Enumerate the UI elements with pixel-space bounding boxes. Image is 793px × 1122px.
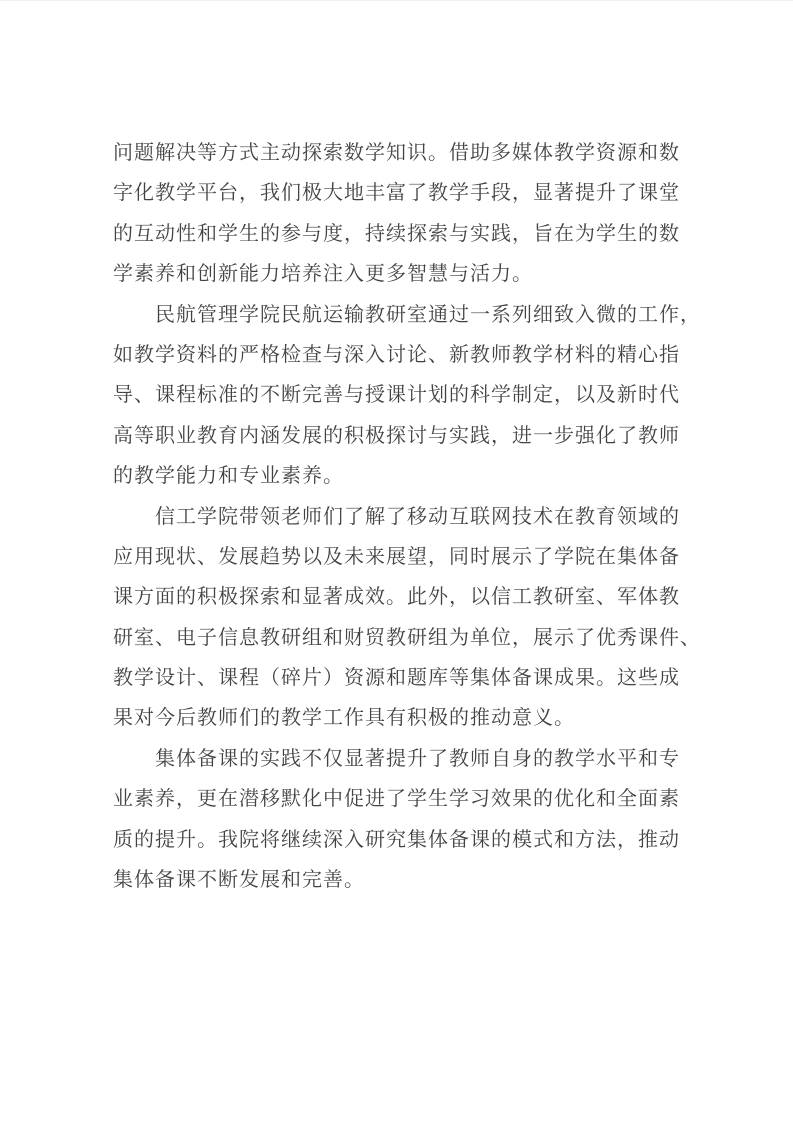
text-line: 质的提升。我院将继续深入研究集体备课的模式和方法，推动 bbox=[113, 828, 680, 851]
page-top-edge bbox=[0, 0, 793, 1]
text-line: 高等职业教育内涵发展的积极探讨与实践，进一步强化了教师 bbox=[113, 424, 680, 447]
text-line: 的教学能力和专业素养。 bbox=[113, 465, 344, 488]
text-line: 如教学资料的严格检查与深入讨论、新教师教学材料的精心指 bbox=[113, 343, 680, 366]
text-line: 课方面的积极探索和显著成效。此外，以信工教研室、军体教 bbox=[113, 586, 680, 609]
text-line: 集体备课不断发展和完善。 bbox=[113, 869, 365, 892]
text-line: 问题解决等方式主动探索数学知识。借助多媒体教学资源和数 bbox=[113, 142, 680, 164]
text-line: 信工学院带领老师们了解了移动互联网技术在教育领域的 bbox=[155, 505, 680, 528]
text-line: 民航管理学院民航运输教研室通过一系列细致入微的工作， bbox=[155, 303, 701, 326]
text-line: 导、课程标准的不断完善与授课计划的科学制定，以及新时代 bbox=[113, 384, 680, 407]
text-line: 字化教学平台，我们极大地丰富了教学手段，显著提升了课堂 bbox=[113, 182, 680, 205]
paragraph bbox=[113, 295, 701, 497]
text-line: 的互动性和学生的参与度，持续探索与实践，旨在为学生的数 bbox=[113, 222, 680, 245]
document-text-block bbox=[113, 133, 701, 900]
text-line: 果对今后教师们的教学工作具有积极的推动意义。 bbox=[113, 707, 575, 730]
paragraph bbox=[113, 497, 701, 739]
text-line: 研室、电子信息教研组和财贸教研组为单位，展示了优秀课件、 bbox=[113, 626, 701, 649]
text-line: 学素养和创新能力培养注入更多智慧与活力。 bbox=[113, 263, 533, 286]
paragraph bbox=[113, 739, 679, 901]
text-line: 教学设计、课程（碎片）资源和题库等集体备课成果。这些成 bbox=[113, 667, 680, 690]
text-line: 集体备课的实践不仅显著提升了教师自身的教学水平和专 bbox=[155, 747, 680, 770]
paragraph bbox=[113, 133, 679, 295]
text-line: 业素养，更在潜移默化中促进了学生学习效果的优化和全面素 bbox=[113, 788, 680, 811]
text-line: 应用现状、发展趋势以及未来展望，同时展示了学院在集体备 bbox=[113, 545, 680, 568]
